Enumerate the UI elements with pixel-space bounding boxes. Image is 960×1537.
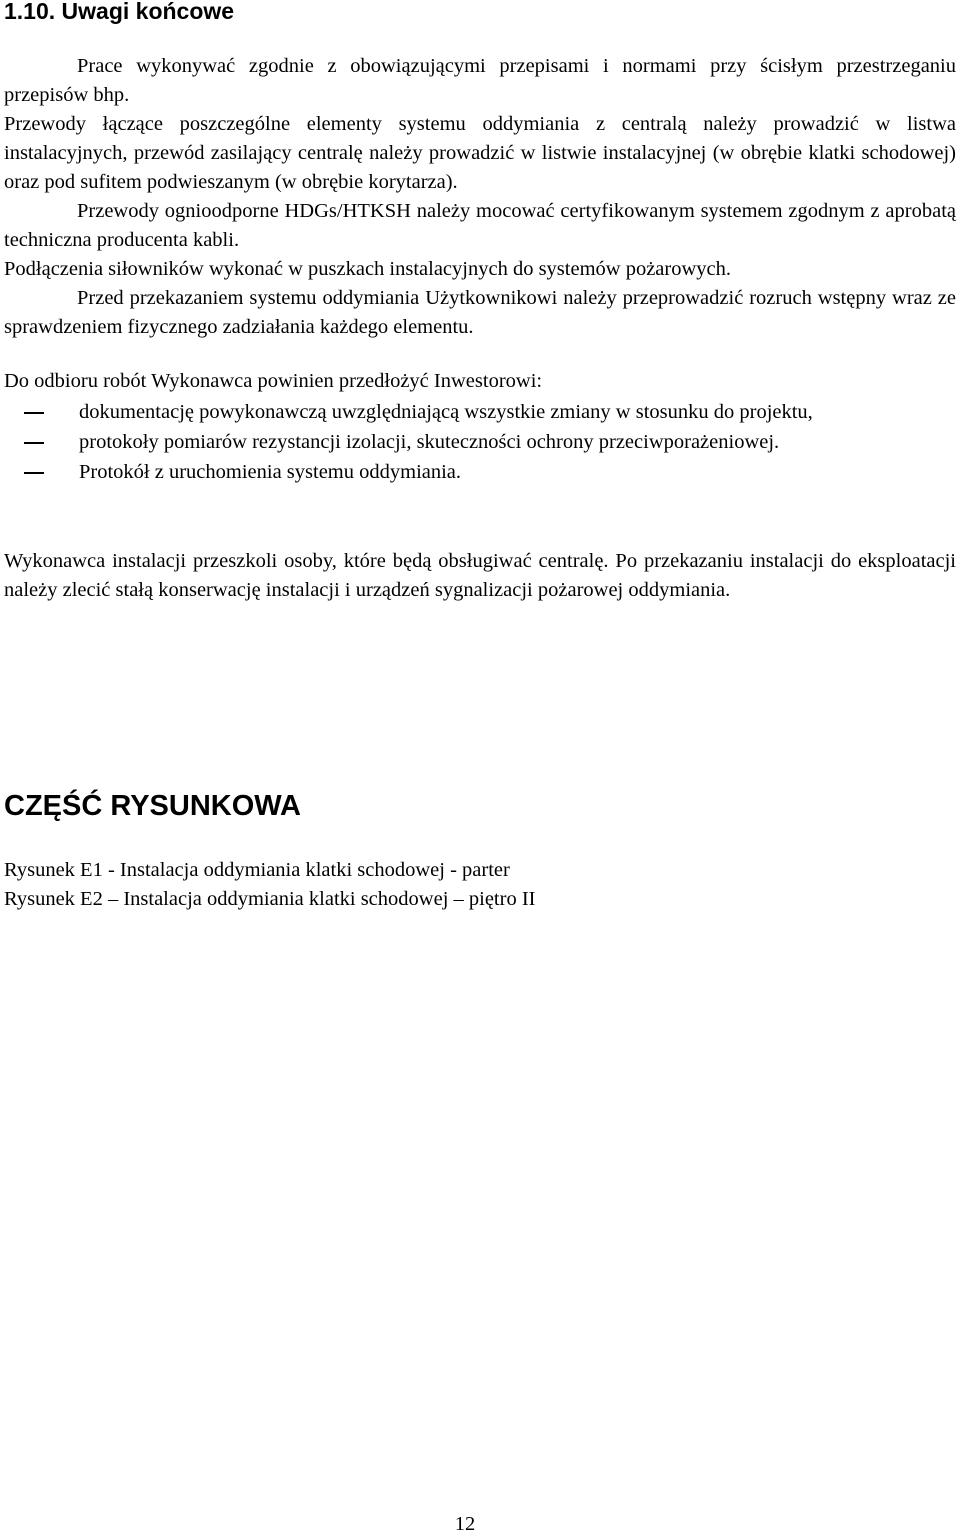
list-item-text: dokumentację powykonawczą uwzględniającą wszystkie zmiany w stosunku do projektu, bbox=[79, 401, 813, 423]
dash-bullet-icon bbox=[24, 412, 44, 414]
remark-paragraph-safety: Prace wykonywać zgodnie z obowiązującymi przepisami i normami przy ścisłym przestrzeganiu przepisów bhp. bbox=[4, 55, 956, 106]
page-number: 12 bbox=[454, 1513, 476, 1535]
list-item-text: Protokół z uruchomienia systemu oddymiania. bbox=[79, 461, 462, 483]
list-item bbox=[4, 428, 956, 457]
remarks-block bbox=[4, 52, 956, 342]
training-paragraph: Wykonawca instalacji przeszkoli osoby, które będą obsługiwać centralę. Po przekazaniu instalacji do eksploatacji należy zlecić stałą konserwację instalacji i urządzeń sygnalizacji pożarowej oddymiania. bbox=[4, 550, 956, 601]
remark-paragraph-fireproof-cables: Przewody ognioodporne HDGs/HTKSH należy mocować certyfikowanym systemem zgodnym z aprobatą techniczna producenta kabli. bbox=[4, 200, 956, 251]
list-item-text: protokoły pomiarów rezystancji izolacji, skuteczności ochrony przeciwporażeniowej. bbox=[79, 431, 780, 453]
remark-paragraph-wiring: Przewody łączące poszczególne elementy systemu oddymiania z centralą należy prowadzić w listwa instalacyjnych, przewód zasilający centralę należy prowadzić w listwie instalacyjnej (w obrębie klatki schodowej) oraz pod sufitem podwieszanym (w obrębie korytarza). bbox=[4, 113, 956, 193]
drawings-part-title: CZĘŚĆ RYSUNKOWA bbox=[4, 790, 301, 822]
remark-paragraph-startup: Przed przekazaniem systemu oddymiania Użytkownikowi należy przeprowadzić rozruch wstępny wraz ze sprawdzeniem fizycznego zadziałania każdego elementu. bbox=[4, 287, 956, 338]
list-item bbox=[4, 398, 956, 427]
acceptance-intro: Do odbioru robót Wykonawca powinien przedłożyć Inwestorowi: bbox=[4, 370, 543, 392]
section-title: 1.10. Uwagi końcowe bbox=[4, 0, 235, 24]
list-item bbox=[4, 458, 956, 487]
remark-paragraph-actuators: Podłączenia siłowników wykonać w puszkach instalacyjnych do systemów pożarowych. bbox=[4, 258, 731, 280]
dash-bullet-icon bbox=[24, 442, 44, 444]
training-block bbox=[4, 547, 956, 605]
acceptance-document-list bbox=[4, 398, 956, 488]
drawing-list-item: Rysunek E1 - Instalacja oddymiania klatki schodowej - parter bbox=[4, 859, 510, 881]
dash-bullet-icon bbox=[24, 472, 44, 474]
drawing-list-item: Rysunek E2 – Instalacja oddymiania klatki schodowej – piętro II bbox=[4, 888, 536, 910]
drawings-list bbox=[4, 856, 535, 914]
